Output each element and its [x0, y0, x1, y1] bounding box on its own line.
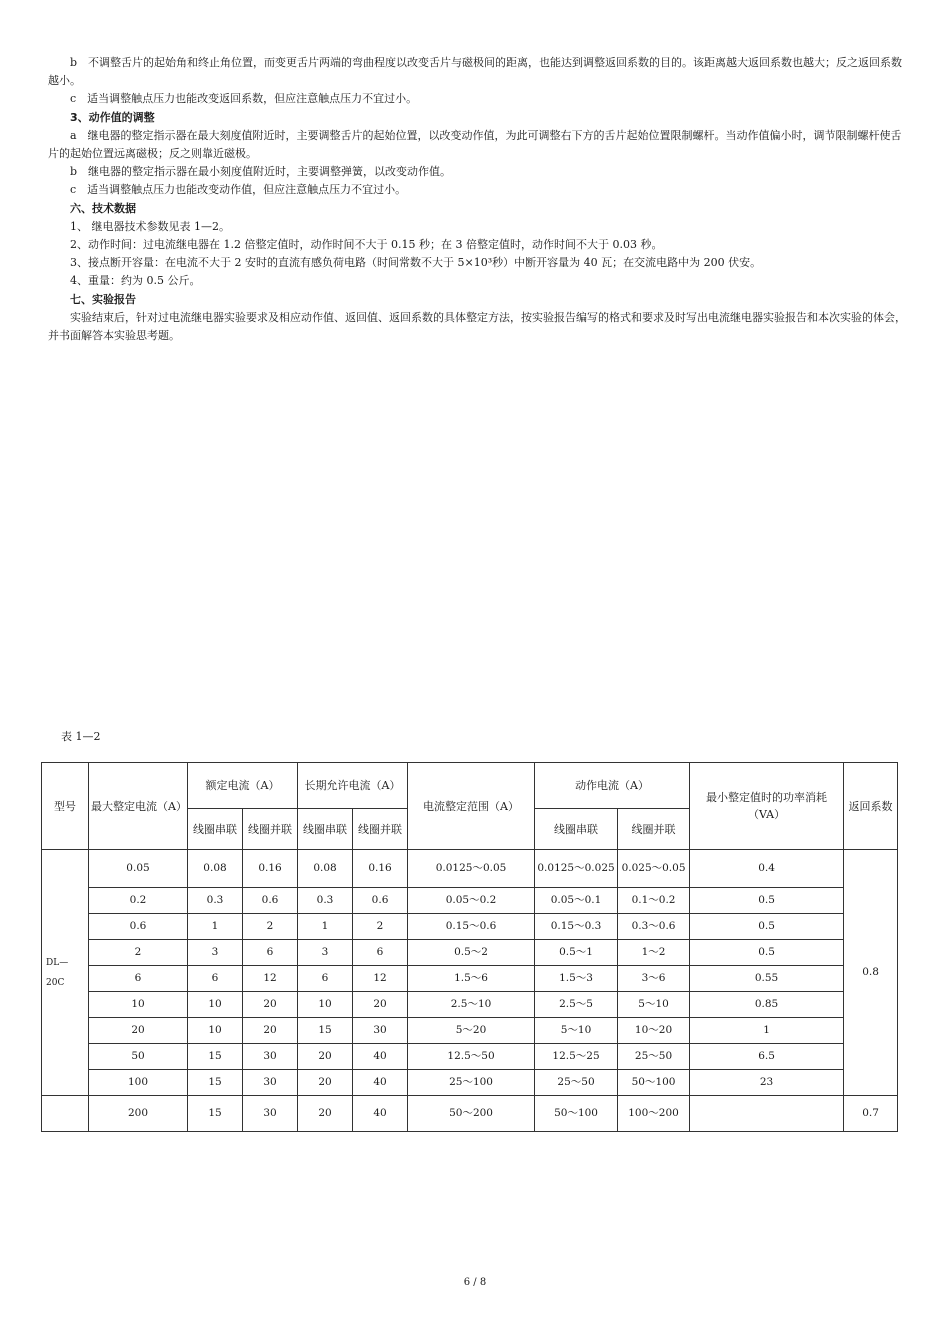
- table-cell: 0.0125～0.05: [408, 850, 535, 888]
- header-action-current: 动作电流（A）: [535, 763, 690, 809]
- table-cell: 0.16: [353, 850, 408, 888]
- table-cell: 20: [353, 992, 408, 1018]
- table-cell: 0.5～2: [408, 940, 535, 966]
- table-cell: 1.5～3: [535, 966, 618, 992]
- table-cell: 25～50: [618, 1044, 690, 1070]
- header-action-parallel: 线圈并联: [618, 809, 690, 850]
- table-cell: 0.05～0.1: [535, 888, 618, 914]
- table-cell: 2.5～5: [535, 992, 618, 1018]
- table-cell: 0.05～0.2: [408, 888, 535, 914]
- paragraph-b-return: b 不调整舌片的起始角和终止角位置，而变更舌片两端的弯曲程度以改变舌片与磁极间的距离，也能达到调整返回系数的目的。该距离越大返回系数也越大；反之返回系数越小。: [48, 56, 903, 88]
- paragraph-report: 实验结束后，针对过电流继电器实验要求及相应动作值、返回值、返回系数的具体整定方法，按实验报告编写的格式和要求及时写出电流继电器实验报告和本次实验的体会，并书面解答本实验思考题。: [48, 310, 906, 343]
- header-action-series: 线圈串联: [535, 809, 618, 850]
- table-cell: 2: [353, 914, 408, 940]
- tech-item-3: 3、接点断开容量：在电流不大于 2 安时的直流有感负荷电路（时间常数不大于 5×10³秒）中断开容量为 40 瓦；在交流电路中为 200 伏安。: [70, 256, 762, 270]
- table-cell: 40: [353, 1044, 408, 1070]
- table-cell: 1: [188, 914, 243, 940]
- table-cell: 0.6: [353, 888, 408, 914]
- table-row: [42, 1018, 898, 1044]
- table-row: [42, 914, 898, 940]
- table-cell: 0.6: [89, 914, 188, 940]
- table-cell: 2.5～10: [408, 992, 535, 1018]
- table-cell: 20: [298, 1044, 353, 1070]
- table-row: [42, 1096, 898, 1132]
- table-caption: 表 1—2: [61, 730, 101, 743]
- return-coefficient-cell: 0.8: [844, 850, 898, 1096]
- table-cell: 3～6: [618, 966, 690, 992]
- header-setting-range: 电流整定范围（A）: [408, 763, 535, 850]
- table-cell: 0.15～0.6: [408, 914, 535, 940]
- table-cell: 0.08: [188, 850, 243, 888]
- table-cell: 1～2: [618, 940, 690, 966]
- table-row: [42, 1044, 898, 1070]
- table-cell: 0.05: [89, 850, 188, 888]
- header-long-series: 线圈串联: [298, 809, 353, 850]
- table-cell: 0.85: [690, 992, 844, 1018]
- table-cell: 20: [298, 1070, 353, 1096]
- table-cell: 1: [298, 914, 353, 940]
- table-cell: 12: [243, 966, 298, 992]
- table-body: [42, 850, 898, 1132]
- section-heading-report: 七、实验报告: [70, 292, 136, 306]
- table-cell: 0.2: [89, 888, 188, 914]
- table-cell: 15: [188, 1096, 243, 1132]
- table-cell: 1: [690, 1018, 844, 1044]
- table-cell: 20: [243, 1018, 298, 1044]
- tech-item-1: 1、 继电器技术参数见表 1—2。: [70, 219, 230, 233]
- table-cell: 50: [89, 1044, 188, 1070]
- table-cell: 5～10: [535, 1018, 618, 1044]
- table-cell: 20: [89, 1018, 188, 1044]
- paragraph-c-return: c 适当调整触点压力也能改变返回系数，但应注意触点压力不宜过小。: [70, 92, 418, 106]
- table-cell: 10～20: [618, 1018, 690, 1044]
- table-cell: 12: [353, 966, 408, 992]
- table-cell: 0.55: [690, 966, 844, 992]
- table-cell: 0.6: [243, 888, 298, 914]
- table-cell: 23: [690, 1070, 844, 1096]
- table-cell: 6: [353, 940, 408, 966]
- table-cell: 20: [243, 992, 298, 1018]
- table-cell: 30: [353, 1018, 408, 1044]
- model-cell-empty: [42, 1096, 89, 1132]
- table-cell: 10: [188, 992, 243, 1018]
- table-cell: 2: [89, 940, 188, 966]
- table-cell: 30: [243, 1070, 298, 1096]
- table-cell: 30: [243, 1044, 298, 1070]
- tech-item-4: 4、重量：约为 0.5 公斤。: [70, 274, 201, 288]
- header-max-setting: 最大整定电流（A）: [89, 763, 188, 850]
- table-cell: 12.5～25: [535, 1044, 618, 1070]
- table-cell: 10: [188, 1018, 243, 1044]
- header-model: 型号: [42, 763, 89, 850]
- paragraph-b-action: b 继电器的整定指示器在最小刻度值附近时，主要调整弹簧，以改变动作值。: [70, 165, 452, 179]
- table-cell: 40: [353, 1096, 408, 1132]
- table-cell: 3: [298, 940, 353, 966]
- table-cell: 20: [298, 1096, 353, 1132]
- paragraph-c-action: c 适当调整触点压力也能改变动作值，但应注意触点压力不宜过小。: [70, 183, 407, 197]
- relay-parameter-table: [41, 762, 898, 1132]
- table-row: [42, 940, 898, 966]
- table-cell: 0.5: [690, 914, 844, 940]
- body-text: [48, 54, 906, 345]
- table-cell: 0.5: [690, 888, 844, 914]
- table-cell: 15: [298, 1018, 353, 1044]
- section-heading-tech-data: 六、技术数据: [70, 201, 136, 215]
- header-return-coefficient: 返回系数: [844, 763, 898, 850]
- header-power-consumption: 最小整定值时的功率消耗（VA）: [690, 763, 844, 850]
- header-long-term-current: 长期允许电流（A）: [298, 763, 408, 809]
- paragraph-a-action: a 继电器的整定指示器在最大刻度值附近时，主要调整舌片的起始位置，以改变动作值，为此可调整右下方的舌片起始位置限制螺杆。当动作值偏小时，调节限制螺杆使舌片的起始位置远离磁极；反之则靠近磁极。: [48, 128, 902, 161]
- table-cell: 12.5～50: [408, 1044, 535, 1070]
- table-cell: 100～200: [618, 1096, 690, 1132]
- table-cell: 5～10: [618, 992, 690, 1018]
- table-cell: 0.3: [188, 888, 243, 914]
- table-cell: 0.5～1: [535, 940, 618, 966]
- table-cell: 10: [89, 992, 188, 1018]
- header-rated-parallel: 线圈并联: [243, 809, 298, 850]
- page-number: 6 / 8: [463, 1277, 487, 1288]
- tech-item-2: 2、动作时间：过电流继电器在 1.2 倍整定值时，动作时间不大于 0.15 秒；在 3 倍整定值时，动作时间不大于 0.03 秒。: [70, 238, 663, 252]
- table-cell: 200: [89, 1096, 188, 1132]
- table-cell: [690, 1096, 844, 1132]
- table-row: [42, 966, 898, 992]
- header-rated-series: 线圈串联: [188, 809, 243, 850]
- table-cell: 0.4: [690, 850, 844, 888]
- table-cell: 10: [298, 992, 353, 1018]
- table-cell: 0.3～0.6: [618, 914, 690, 940]
- table-cell: 2: [243, 914, 298, 940]
- table-header-row-1: [42, 763, 898, 809]
- table-row: [42, 992, 898, 1018]
- table-cell: 6: [188, 966, 243, 992]
- table-cell: 0.16: [243, 850, 298, 888]
- table-cell: 50～200: [408, 1096, 535, 1132]
- table-cell: 30: [243, 1096, 298, 1132]
- table-cell: 6.5: [690, 1044, 844, 1070]
- header-long-parallel: 线圈并联: [353, 809, 408, 850]
- table-cell: 6: [243, 940, 298, 966]
- table-cell: 1.5～6: [408, 966, 535, 992]
- table-cell: 40: [353, 1070, 408, 1096]
- table-cell: 0.15～0.3: [535, 914, 618, 940]
- table-cell: 25～100: [408, 1070, 535, 1096]
- table-cell: 6: [298, 966, 353, 992]
- table-row: [42, 850, 898, 888]
- table-cell: 0.025～0.05: [618, 850, 690, 888]
- table-cell: 0.1～0.2: [618, 888, 690, 914]
- table-cell: 25～50: [535, 1070, 618, 1096]
- header-rated-current: 额定电流（A）: [188, 763, 298, 809]
- table-cell: 50～100: [535, 1096, 618, 1132]
- table-cell: 100: [89, 1070, 188, 1096]
- model-cell: DL—20C: [42, 850, 89, 1096]
- table-row: [42, 888, 898, 914]
- table-cell: 15: [188, 1070, 243, 1096]
- table-cell: 15: [188, 1044, 243, 1070]
- table-cell: 3: [188, 940, 243, 966]
- table-cell: 0.5: [690, 940, 844, 966]
- table-row: [42, 1070, 898, 1096]
- table-cell: 5～20: [408, 1018, 535, 1044]
- table-cell: 0.3: [298, 888, 353, 914]
- return-coefficient-cell: 0.7: [844, 1096, 898, 1132]
- table-cell: 0.08: [298, 850, 353, 888]
- table-cell: 0.0125～0.025: [535, 850, 618, 888]
- section-heading-action-adjust: 3、动作值的调整: [70, 110, 155, 124]
- table-cell: 6: [89, 966, 188, 992]
- table-cell: 50～100: [618, 1070, 690, 1096]
